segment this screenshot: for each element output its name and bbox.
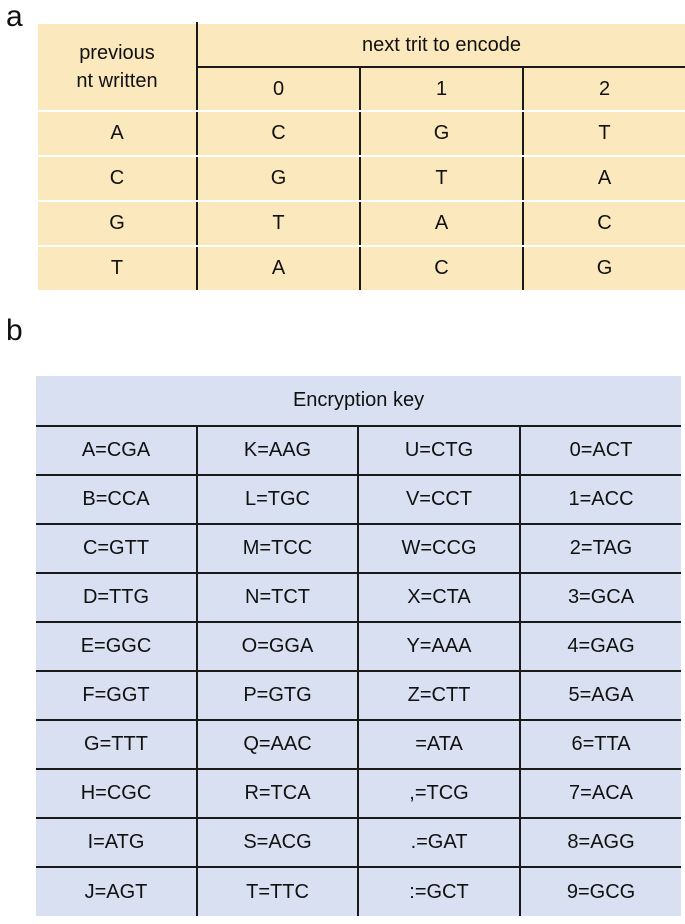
table-row [36, 524, 681, 573]
key-cell: 2=TAG [520, 524, 681, 573]
next-trit-header: next trit to encode [197, 23, 685, 67]
table-row [37, 246, 685, 291]
key-cell: H=CGC [36, 769, 197, 818]
trit-header-1: 1 [360, 67, 523, 111]
table-row [37, 201, 685, 246]
encoded-nt-cell: C [523, 201, 685, 246]
key-cell: 5=AGA [520, 671, 681, 720]
previous-nt-header-line2: nt written [76, 70, 158, 92]
table-row [36, 622, 681, 671]
trit-header-0: 0 [197, 67, 360, 111]
prev-nt-cell: T [37, 246, 197, 291]
key-cell: D=TTG [36, 573, 197, 622]
table-row [36, 475, 681, 524]
key-cell: ,=TCG [358, 769, 520, 818]
key-cell: :=GCT [358, 867, 520, 916]
prev-nt-cell: C [37, 156, 197, 201]
panel-b-label: b [6, 314, 23, 347]
panel-a-label: a [6, 0, 23, 33]
table-row [37, 111, 685, 156]
encryption-key-table [36, 376, 681, 916]
table-row [36, 573, 681, 622]
key-cell: J=AGT [36, 867, 197, 916]
prev-nt-cell: A [37, 111, 197, 156]
key-cell: L=TGC [197, 475, 358, 524]
key-cell: 3=GCA [520, 573, 681, 622]
previous-nt-header-line1: previous [79, 42, 155, 64]
table-row [36, 426, 681, 475]
key-cell: 4=GAG [520, 622, 681, 671]
key-cell: Y=AAA [358, 622, 520, 671]
key-cell: K=AAG [197, 426, 358, 475]
key-cell: 6=TTA [520, 720, 681, 769]
key-cell: P=GTG [197, 671, 358, 720]
table-row [36, 818, 681, 867]
key-cell: 0=ACT [520, 426, 681, 475]
trit-encoding-table [36, 22, 685, 292]
trit-header-2: 2 [523, 67, 685, 111]
prev-nt-cell: G [37, 201, 197, 246]
key-cell: T=TTC [197, 867, 358, 916]
encryption-key-body [36, 426, 681, 916]
key-cell: X=CTA [358, 573, 520, 622]
key-cell: G=TTT [36, 720, 197, 769]
key-cell: V=CCT [358, 475, 520, 524]
encoded-nt-cell: A [523, 156, 685, 201]
encoded-nt-cell: T [523, 111, 685, 156]
table-row [36, 720, 681, 769]
key-cell: C=GTT [36, 524, 197, 573]
key-cell: F=GGT [36, 671, 197, 720]
key-cell: 9=GCG [520, 867, 681, 916]
key-cell: E=GGC [36, 622, 197, 671]
key-cell: I=ATG [36, 818, 197, 867]
previous-nt-header [37, 23, 197, 111]
encoded-nt-cell: G [360, 111, 523, 156]
encryption-key-title: Encryption key [292, 389, 425, 411]
key-cell: =ATA [358, 720, 520, 769]
key-cell: O=GGA [197, 622, 358, 671]
key-cell: W=CCG [358, 524, 520, 573]
encoded-nt-cell: C [360, 246, 523, 291]
encoded-nt-cell: G [523, 246, 685, 291]
key-cell: 1=ACC [520, 475, 681, 524]
key-cell: Z=CTT [358, 671, 520, 720]
key-cell: A=CGA [36, 426, 197, 475]
key-cell: B=CCA [36, 475, 197, 524]
encoded-nt-cell: C [197, 111, 360, 156]
key-cell: Q=AAC [197, 720, 358, 769]
table-row [37, 156, 685, 201]
encoded-nt-cell: T [197, 201, 360, 246]
encoded-nt-cell: T [360, 156, 523, 201]
table-row [36, 671, 681, 720]
key-cell: .=GAT [358, 818, 520, 867]
key-cell: R=TCA [197, 769, 358, 818]
key-cell: 8=AGG [520, 818, 681, 867]
encoded-nt-cell: A [360, 201, 523, 246]
key-cell: M=TCC [197, 524, 358, 573]
key-cell: N=TCT [197, 573, 358, 622]
encoded-nt-cell: G [197, 156, 360, 201]
key-cell: U=CTG [358, 426, 520, 475]
key-cell: 7=ACA [520, 769, 681, 818]
table-row [36, 769, 681, 818]
key-cell: S=ACG [197, 818, 358, 867]
encoded-nt-cell: A [197, 246, 360, 291]
table-row [36, 867, 681, 916]
